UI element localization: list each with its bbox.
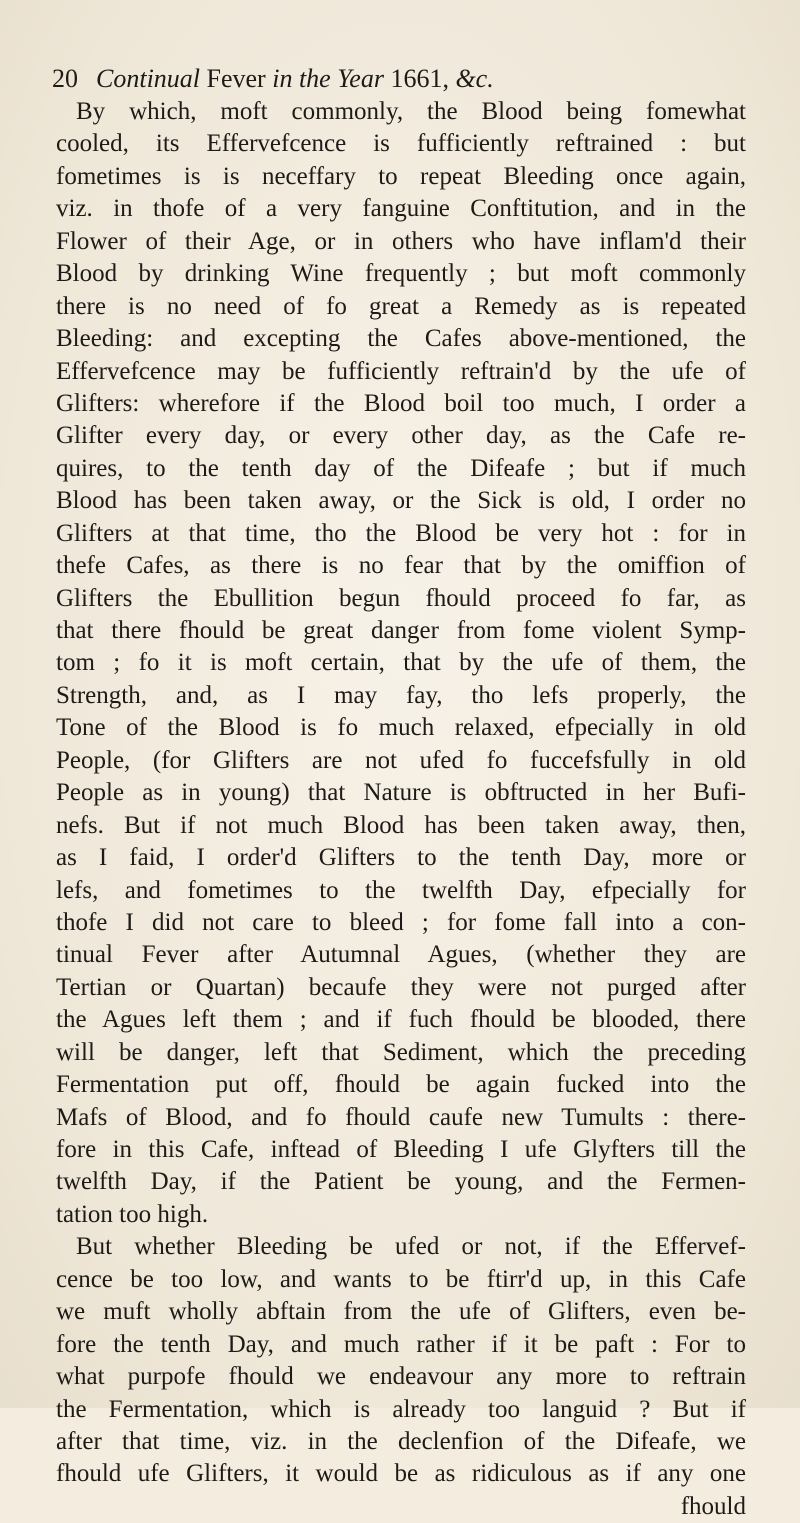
- text-line: Glifter every day, or every other day, as the Cafe re-: [56, 422, 746, 450]
- catchword: fhould: [680, 1492, 746, 1520]
- text-line: Effervefcence may be fufficiently reftrain'd by the ufe of: [56, 357, 746, 385]
- running-title-year: 1661,: [390, 64, 449, 93]
- text-line: Blood by drinking Wine frequently ; but moft commonly: [56, 260, 746, 288]
- text-line: Flower of their Age, or in others who have inflam'd their: [56, 227, 746, 255]
- text-line: Strength, and, as I may fay, tho lefs properly, the: [56, 681, 746, 709]
- text-line: cence be too low, and wants to be ftirr'd up, in this Cafe: [56, 1265, 746, 1293]
- text-line: People as in young) that Nature is obftructed in her Bufi-: [56, 779, 746, 807]
- text-line: tation too high.: [56, 1200, 209, 1228]
- text-line: People, (for Glifters are not ufed fo fuccefsfully in old: [56, 746, 746, 774]
- text-line: the Fermentation, which is already too languid ? But if: [56, 1395, 746, 1423]
- text-line: lefs, and fometimes to the twelfth Day, efpecially for: [56, 876, 746, 904]
- running-title-continual: Continual: [96, 64, 201, 93]
- running-head: [52, 62, 752, 96]
- text-line: tom ; fo it is moft certain, that by the ufe of them, the: [56, 649, 746, 677]
- running-title-fever: Fever: [206, 64, 266, 93]
- text-line: fore the tenth Day, and much rather if it be paft : For to: [56, 1330, 746, 1358]
- text-line: we muft wholly abftain from the ufe of Glifters, even be-: [56, 1298, 746, 1326]
- text-line: By which, moft commonly, the Blood being fomewhat: [76, 98, 746, 125]
- text-line: Blood has been taken away, or the Sick is old, I order no: [56, 487, 746, 515]
- text-line: will be danger, left that Sediment, which the preceding: [56, 1038, 746, 1066]
- text-line: that there fhould be great danger from fome violent Symp-: [56, 617, 746, 644]
- text-line: Mafs of Blood, and fo fhould caufe new Tumults : there-: [56, 1103, 746, 1131]
- running-title-etc: &c.: [455, 64, 494, 93]
- text-line: quires, to the tenth day of the Difeafe ; but if much: [56, 454, 746, 482]
- running-title-in-the-year: in the Year: [272, 64, 384, 93]
- text-line: nefs. But if not much Blood has been taken away, then,: [56, 811, 746, 839]
- text-line: twelfth Day, if the Patient be young, and the Fermen-: [56, 1168, 746, 1196]
- text-line: Fermentation put off, fhould be again fucked into the: [56, 1071, 746, 1099]
- text-line: Bleeding: and excepting the Cafes above-mentioned, the: [56, 325, 746, 353]
- text-line: Glifters at that time, tho the Blood be very hot : for in: [56, 519, 746, 547]
- text-line: viz. in thofe of a very fanguine Conftitution, and in the: [56, 195, 746, 223]
- text-line: Glifters the Ebullition begun fhould proceed fo far, as: [56, 584, 746, 612]
- text-line: thefe Cafes, as there is no fear that by the omiffion of: [56, 552, 746, 580]
- text-line: tinual Fever after Autumnal Agues, (whether they are: [56, 941, 746, 969]
- text-line: what purpofe fhould we endeavour any more to reftrain: [56, 1363, 746, 1391]
- body-text: [56, 96, 746, 1523]
- text-line: Tertian or Quartan) becaufe they were not purged after: [56, 973, 746, 1001]
- text-line: thofe I did not care to bleed ; for fome fall into a con-: [56, 908, 746, 936]
- text-line: Tone of the Blood is fo much relaxed, efpecially in old: [56, 714, 746, 742]
- text-line: as I faid, I order'd Glifters to the tenth Day, more or: [56, 844, 746, 872]
- text-line: fometimes is is neceffary to repeat Bleeding once again,: [56, 162, 746, 190]
- text-line: the Agues left them ; and if fuch fhould be blooded, there: [56, 1006, 746, 1034]
- text-line: fore in this Cafe, inftead of Bleeding I ufe Glyfters till the: [56, 1136, 746, 1163]
- text-line: after that time, viz. in the declenfion of the Difeafe, we: [56, 1427, 746, 1455]
- text-line: cooled, its Effervefcence is fufficiently reftrained : but: [56, 130, 746, 158]
- text-line: there is no need of fo great a Remedy as is repeated: [56, 292, 746, 320]
- text-line: But whether Bleeding be ufed or not, if the Effervef-: [76, 1233, 746, 1261]
- text-line: Glifters: wherefore if the Blood boil too much, I order a: [56, 389, 746, 417]
- page-number: 20: [52, 64, 78, 93]
- text-line: fhould ufe Glifters, it would be as ridiculous as if any one: [56, 1460, 746, 1488]
